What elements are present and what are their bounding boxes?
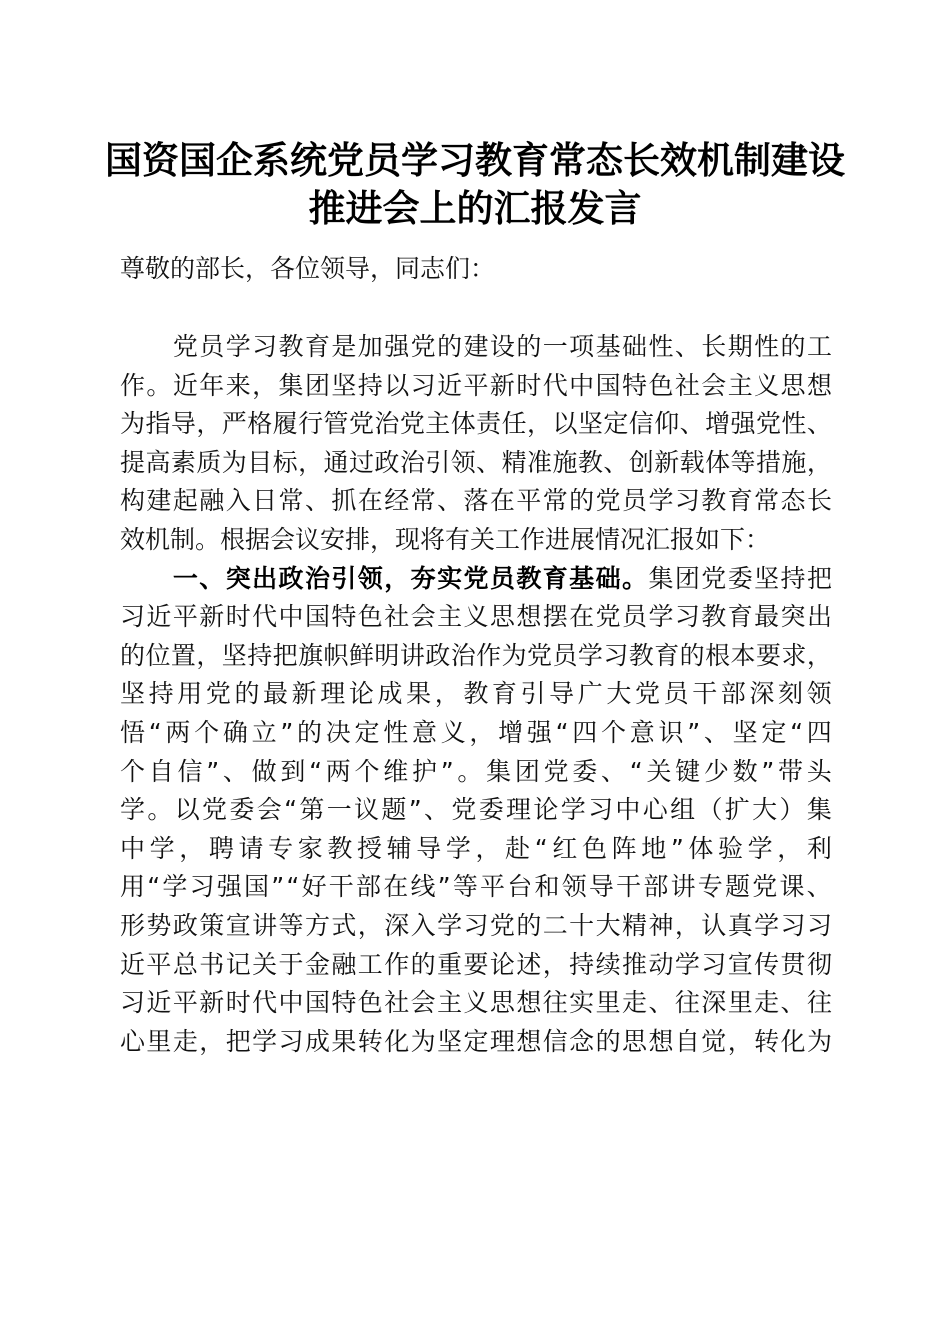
document-title-line-2: 推进会上的汇报发言: [308, 186, 642, 230]
paragraph-line: 习 近 平 新 时 代 中 国 特 色 社 会 主 义 思 想 往 实 里 走 、 往 深 里 走 、 往: [120, 988, 832, 1018]
paragraph-line: 中 学 ， 聘 请 专 家 教 授 辅 导 学 ， 赴 “ 红 色 阵 地 ” 体 验 学 ， 利: [120, 833, 832, 863]
paragraph-line: 个 自 信 ” 、 做 到 “ 两 个 维 护 ” 。 集 团 党 委 、 “ 关 键 少 数 ” 带 头: [120, 756, 832, 786]
paragraph-line: 党 员 学 习 教 育 是 加 强 党 的 建 设 的 一 项 基 础 性 、 长 期 性 的 工: [172, 332, 832, 361]
section-heading-line: 一 、 突 出 政 治 引 领 ， 夯 实 党 员 教 育 基 础 。 集 团 党 委 坚 持 把: [172, 563, 832, 593]
paragraph-line: 形 势 政 策 宣 讲 等 方 式 ， 深 入 学 习 党 的 二 十 大 精 神 ， 认 真 学 习 习: [120, 911, 832, 940]
paragraph-line: 作 。 近 年 来 ， 集 团 坚 持 以 习 近 平 新 时 代 中 国 特 色 社 会 主 义 思 想: [120, 370, 832, 400]
paragraph-line: 效机制。根据会议安排，现将有关工作进展情况汇报如下：: [120, 525, 771, 554]
paragraph-line: 悟 “ 两 个 确 立 ” 的 决 定 性 意 义 ， 增 强 “ 四 个 意 识 ” 、 坚 定 “ 四: [120, 718, 832, 747]
paragraph-line: 用 “ 学 习 强 国 ” “ 好 干 部 在 线 ” 等 平 台 和 领 导 干 部 讲 专 题 党 课 、: [120, 872, 832, 902]
paragraph-line: 为 指 导 ， 严 格 履 行 管 党 治 党 主 体 责 任 ， 以 坚 定 信 仰 、 增 强 党 性 、: [120, 409, 832, 439]
salutation: 尊敬的部长，各位领导，同志们：: [120, 254, 496, 283]
paragraph-line: 心 里 走 ， 把 学 习 成 果 转 化 为 坚 定 理 想 信 念 的 思 想 自 觉 ， 转 化 为: [120, 1026, 832, 1056]
paragraph-line: 学 。 以 党 委 会 “ 第 一 议 题 ” 、 党 委 理 论 学 习 中 心 组 （ 扩 大 ） 集: [120, 795, 832, 825]
paragraph-line: 提 高 素 质 为 目 标 ， 通 过 政 治 引 领 、 精 准 施 教 、 创 新 载 体 等 措 施 ，: [120, 447, 832, 477]
paragraph-line: 构 建 起 融 入 日 常 、 抓 在 经 常 、 落 在 平 常 的 党 员 学 习 教 育 常 态 长: [120, 486, 832, 516]
paragraph-line: 的 位 置 ， 坚 持 把 旗 帜 鲜 明 讲 政 治 作 为 党 员 学 习 教 育 的 根 本 要 求 ，: [120, 640, 832, 670]
document-title-line-1: 国资国企系统党员学习教育常态长效机制建设: [105, 138, 845, 182]
paragraph-line: 习 近 平 新 时 代 中 国 特 色 社 会 主 义 思 想 摆 在 党 员 学 习 教 育 最 突 出: [120, 602, 832, 632]
paragraph-line: 坚 持 用 党 的 最 新 理 论 成 果 ， 教 育 引 导 广 大 党 员 干 部 深 刻 领: [120, 679, 832, 709]
paragraph-line: 近 平 总 书 记 关 于 金 融 工 作 的 重 要 论 述 ， 持 续 推 动 学 习 宣 传 贯 彻: [120, 949, 832, 979]
